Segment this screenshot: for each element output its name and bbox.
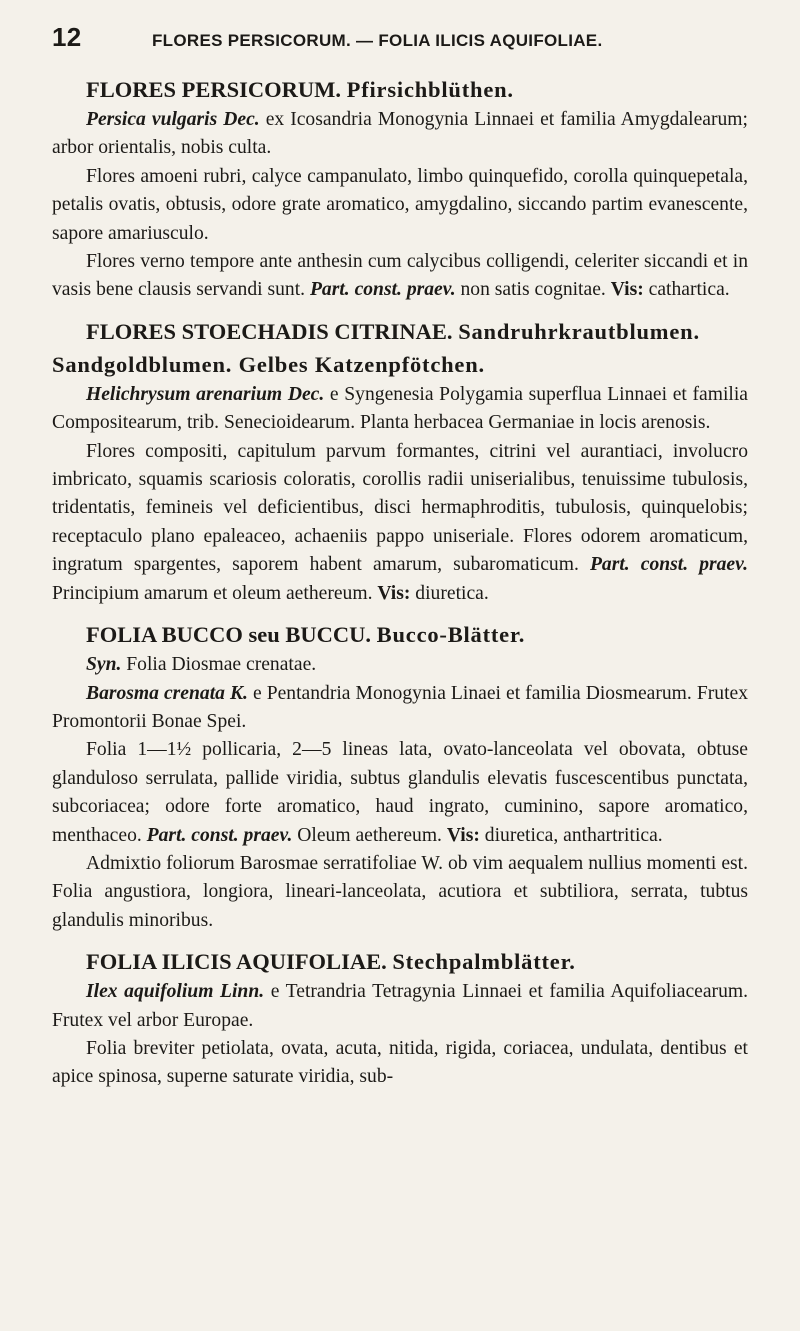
paragraph-text: e Pentandria Monogynia Linaei et familia Diosmearum. Frutex Promontorii Bonae Spei. bbox=[52, 682, 749, 732]
taxon-name: Persica vulgaris Dec. bbox=[86, 109, 260, 130]
running-head bbox=[52, 22, 748, 53]
paragraph bbox=[52, 248, 748, 305]
paragraph-text: Folia breviter petiolata, ovata, acuta, nitida, rigida, coriacea, undulata, dentibus et apice spinosa, superne saturate viridia, sub- bbox=[52, 1037, 748, 1088]
entry bbox=[52, 945, 748, 1092]
paragraph bbox=[52, 651, 748, 679]
entry-heading bbox=[52, 618, 748, 651]
entry bbox=[52, 618, 748, 935]
taxon-name: Helichrysum arenarium Dec. bbox=[86, 383, 325, 405]
heading-german: Bucco-Blätter. bbox=[376, 622, 526, 648]
paragraph bbox=[52, 381, 748, 438]
heading-german: Stechpalmblätter. bbox=[392, 949, 576, 975]
heading-latin: FOLIA BUCCO seu BUCCU. bbox=[86, 622, 372, 648]
paragraph-text: Principium amarum et oleum aethereum. bbox=[52, 582, 378, 604]
entry bbox=[52, 73, 748, 305]
entry-heading bbox=[52, 73, 748, 106]
paragraph-text: Flores amoeni rubri, calyce campanulato, limbo quinquefido, corolla quinquepetala, petalis ovatis, obtusis, odore grate aromatico, amygdalino, siccando partim evanescente, sapore amariusculo. bbox=[52, 165, 748, 244]
paragraph bbox=[52, 1035, 748, 1092]
heading-latin: FLORES PERSICORUM. bbox=[86, 77, 342, 102]
paragraph-text: ex Icosandria Monogynia Linnaei et familia Amygdalearum; arbor orientalis, nobis culta. bbox=[52, 109, 748, 159]
entry bbox=[52, 315, 748, 608]
taxon-name: Syn. bbox=[86, 654, 122, 676]
running-title: FLORES PERSICORUM. — FOLIA ILICIS AQUIFOLIAE. bbox=[152, 31, 603, 50]
paragraph bbox=[52, 850, 748, 935]
paragraph bbox=[52, 163, 748, 248]
paragraph-text: e Tetrandria Tetragynia Linnaei et familia Aquifoliacearum. Frutex vel arbor Europae. bbox=[52, 981, 749, 1031]
entries bbox=[52, 73, 748, 1092]
part-const-label: Part. const. praev. bbox=[146, 824, 293, 846]
paragraph-text: non satis cognitae. bbox=[455, 279, 611, 301]
paragraph-text: Admixtio foliorum Barosmae serratifoliae W. ob vim aequalem nullius momenti est. Folia angustiora, longiora, lineari-lanceolata, acutiora et subtiliora, serrata, tubtus glandulis minoribus. bbox=[52, 852, 748, 931]
taxon-name: Ilex aquifolium Linn. bbox=[86, 981, 265, 1003]
entry-heading bbox=[52, 945, 748, 978]
paragraph-text: Folia Diosmae crenatae. bbox=[121, 654, 317, 676]
part-const-label: Part. const. praev. bbox=[589, 554, 748, 576]
paragraph-text: diuretica. bbox=[410, 582, 489, 604]
paragraph-text: Flores verno tempore ante anthesin cum calycibus colligendi, celeriter siccandi et in vasis bene clausis servandi sunt. bbox=[52, 251, 748, 301]
paragraph-text: diuretica, anthartritica. bbox=[479, 824, 663, 846]
heading-german: Pfirsichblüthen. bbox=[346, 77, 514, 102]
vis-label: Vis: bbox=[610, 279, 644, 301]
paragraph-text: cathartica. bbox=[643, 279, 730, 301]
heading-german: Sandruhrkrautblumen. Sandgoldblumen. Gelbes Katzenpfötchen. bbox=[52, 318, 700, 377]
paragraph bbox=[52, 978, 748, 1035]
vis-label: Vis: bbox=[446, 824, 480, 846]
taxon-name: Barosma crenata K. bbox=[86, 682, 248, 704]
paragraph bbox=[52, 736, 748, 850]
paragraph bbox=[52, 438, 748, 608]
heading-latin: FLORES STOECHADIS CITRINAE. bbox=[86, 318, 453, 344]
paragraph-text: Folia 1—1½ pollicaria, 2—5 lineas lata, ovato-lanceolata vel obovata, obtuse glanduloso serrulata, pallide viridia, subtus glandulis elevatis fuscescentibus punctata, subcoriacea; odore forte aromatico, haud ingrato, cuminino, sapore aromatico, menthaceo. bbox=[52, 739, 748, 846]
paragraph-text: Flores compositi, capitulum parvum formantes, citrini vel aurantiaci, involucro imbricato, squamis scariosis coloratis, corollis radii uniserialibus, tenuissime tubulosis, tridentatis, femineis vel deficientibus, disci hermaphroditis, tubulosis, quinquelobis; receptaculo plano epaleaceo, achaeniis pappo uniseriale. Flores odorem aromaticum, ingratum spargentes, saporem habent amarum, subaromaticum. bbox=[52, 440, 748, 576]
vis-label: Vis: bbox=[377, 582, 411, 604]
part-const-label: Part. const. praev. bbox=[309, 279, 456, 301]
entry-heading bbox=[52, 315, 748, 381]
paragraph-text: Oleum aethereum. bbox=[292, 824, 447, 846]
paragraph bbox=[52, 106, 748, 163]
paragraph bbox=[52, 680, 748, 737]
paragraph-text: e Syngenesia Polygamia superflua Linnaei et familia Compositearum, trib. Senecioidearum. Planta herbacea Germaniae in locis arenosis. bbox=[52, 383, 748, 434]
page-number: 12 bbox=[52, 22, 82, 52]
heading-latin: FOLIA ILICIS AQUIFOLIAE. bbox=[86, 949, 387, 975]
